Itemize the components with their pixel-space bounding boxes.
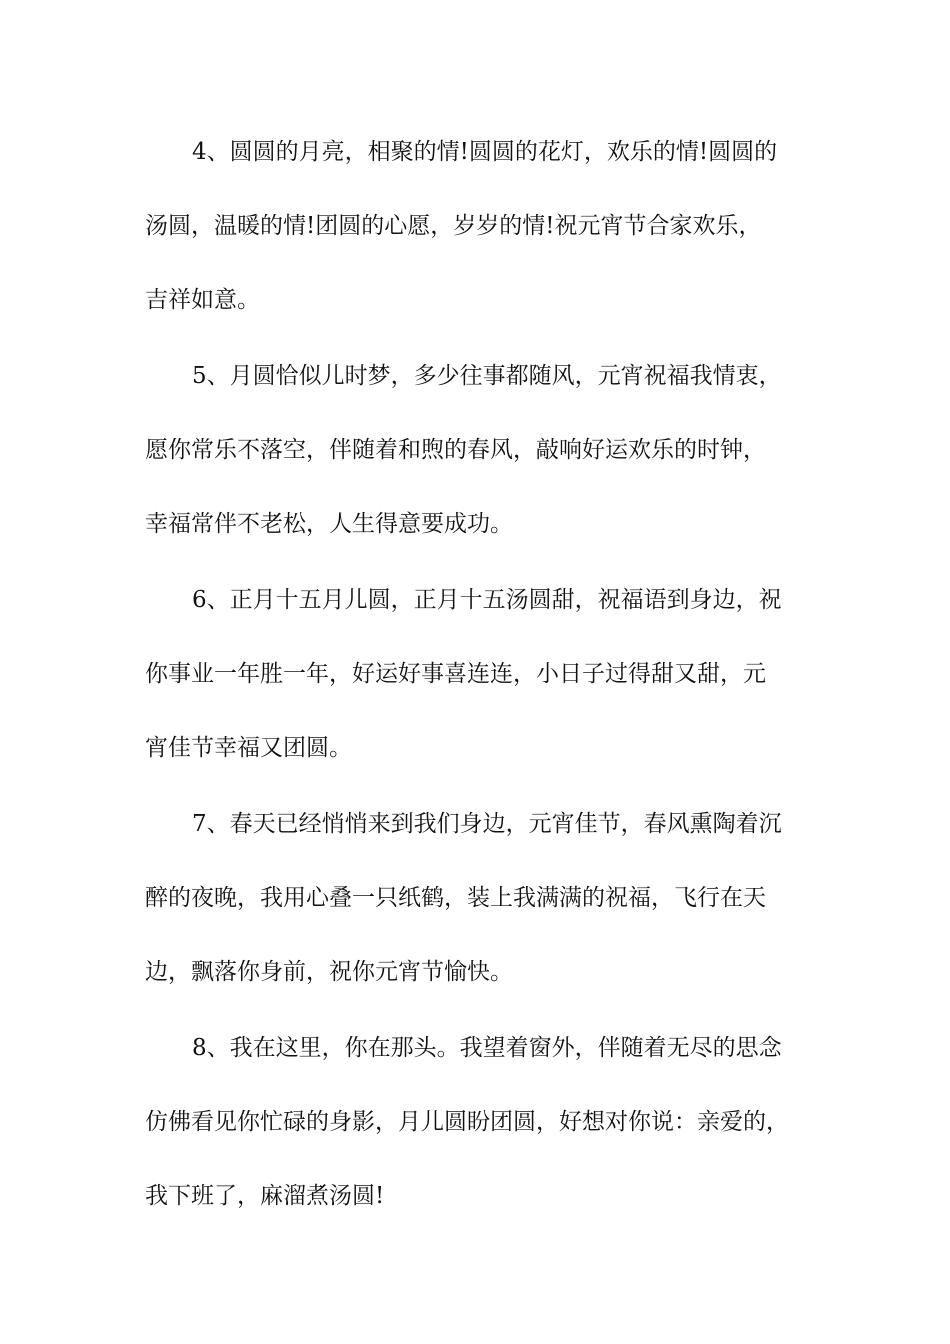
paragraph-line: 汤圆，温暖的情!团圆的心愿，岁岁的情!祝元宵节合家欢乐，: [145, 213, 762, 239]
paragraph-line: 边，飘落你身前，祝你元宵节愉快。: [145, 959, 513, 985]
paragraph-7: [145, 787, 845, 1009]
paragraph-line: 吉祥如意。: [145, 287, 260, 313]
paragraph-line: 我下班了，麻溜煮汤圆!: [145, 1183, 385, 1209]
paragraph-5: [145, 339, 845, 561]
paragraph-line: 8、我在这里，你在那头。我望着窗外，伴随着无尽的思念: [192, 1035, 782, 1061]
paragraph-line: 幸福常伴不老松，人生得意要成功。: [145, 511, 513, 537]
paragraph-line: 5、月圆恰似儿时梦，多少往事都随风，元宵祝福我情衷，: [192, 363, 782, 389]
paragraph-6: [145, 563, 845, 785]
paragraph-8: [145, 1011, 845, 1233]
paragraph-line: 醉的夜晚，我用心叠一只纸鹤，装上我满满的祝福，飞行在天: [145, 885, 766, 911]
paragraph-line: 宵佳节幸福又团圆。: [145, 735, 352, 761]
paragraph-line: 4、圆圆的月亮，相聚的情!圆圆的花灯，欢乐的情!圆圆的: [192, 139, 778, 165]
paragraph-line: 你事业一年胜一年，好运好事喜连连，小日子过得甜又甜，元: [145, 661, 766, 687]
paragraph-line: 7、春天已经悄悄来到我们身边，元宵佳节，春风熏陶着沉: [192, 811, 782, 837]
paragraph-line: 仿佛看见你忙碌的身影，月儿圆盼团圆，好想对你说：亲爱的，: [145, 1109, 789, 1135]
paragraph-line: 6、正月十五月儿圆，正月十五汤圆甜，祝福语到身边，祝: [192, 587, 782, 613]
paragraph-line: 愿你常乐不落空，伴随着和煦的春风，敲响好运欢乐的时钟，: [145, 437, 766, 463]
paragraph-4: [145, 115, 845, 337]
